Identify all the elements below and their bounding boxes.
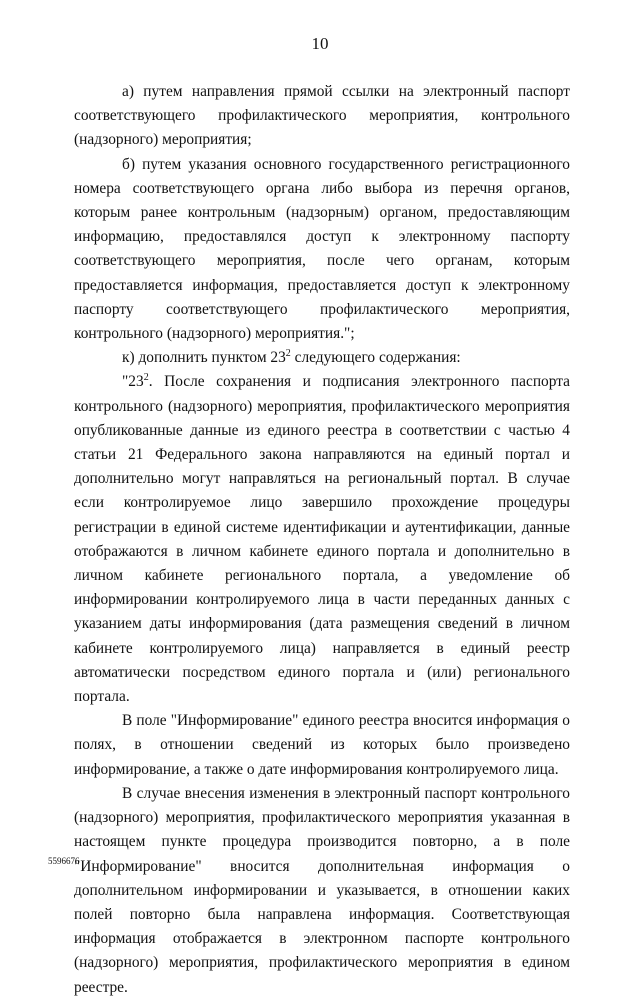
paragraph-changes: В случае внесения изменения в электронный паспорт контрольного (надзорного) мероприятия, профилактического мероприятия указанная в настоящем пункте процедура производится повторно, а в поле "Информирование" вносится дополнительная информация о дополнительном информировании и указывается, в отношении каких полей повторно была направлена информация. Соответствующая информация отображается в электронном паспорте контрольного (надзорного) мероприятия, профилактического мероприятия в едином реестре.	[74, 784, 570, 996]
document-code: 5596676	[48, 856, 80, 866]
paragraph-clause-23-2	[74, 370, 570, 709]
page-number: 10	[311, 34, 329, 53]
paragraph-informing-field: В поле "Информирование" единого реестра вносится информация о полях, в отношении сведений из которых было произведено информирование, а также о дате информирования контролируемого лица.	[74, 712, 570, 778]
paragraph-item-a: а) путем направления прямой ссылки на электронный паспорт соответствующего профилактического мероприятия, контрольного (надзорного) мероприятия;	[74, 83, 570, 149]
clause-23-2-number: "23	[122, 373, 144, 391]
document-body	[74, 80, 570, 1000]
clause-23-2-text: . После сохранения и подписания электронного паспорта контрольного (надзорного) мероприятия, профилактического мероприятия опубликованные данные из единого реестра в соответствии с частью 4 статьи 21 Федерального закона направляются на единый портал и дополнительно могут направляться на региональный портал. В случае если контролируемое лицо завершило прохождение процедуры регистрации в единой системе идентификации и аутентификации, данные отображаются в личном кабинете единого портала и дополнительно в личном кабинете регионального портала, а уведомление об информировании контролируемого лица в части переданных данных с указанием даты информирования (дата размещения сведений в личном кабинете контролируемого лица) направляется в единый реестр автоматически посредством единого портала и (или) регионального портала.	[74, 373, 570, 706]
superscript-index: 2	[285, 348, 291, 360]
paragraph-item-k-text-end: следующего содержания:	[290, 349, 461, 367]
superscript-index: 2	[143, 372, 149, 384]
paragraph-item-k-text-start: к) дополнить пунктом 23	[122, 349, 286, 367]
paragraph-item-k	[74, 346, 570, 370]
paragraph-item-b: б) путем указания основного государственного регистрационного номера соответствующего органа либо выбора из перечня органов, которым ранее контрольным (надзорным) органом, предоставляющим информацию, предоставлялся доступ к электронному паспорту соответствующего мероприятия, после чего органам, которым предоставляется информация, предоставляется доступ к электронному паспорту соответствующего профилактического мероприятия, контрольного (надзорного) мероприятия.";	[74, 155, 570, 343]
